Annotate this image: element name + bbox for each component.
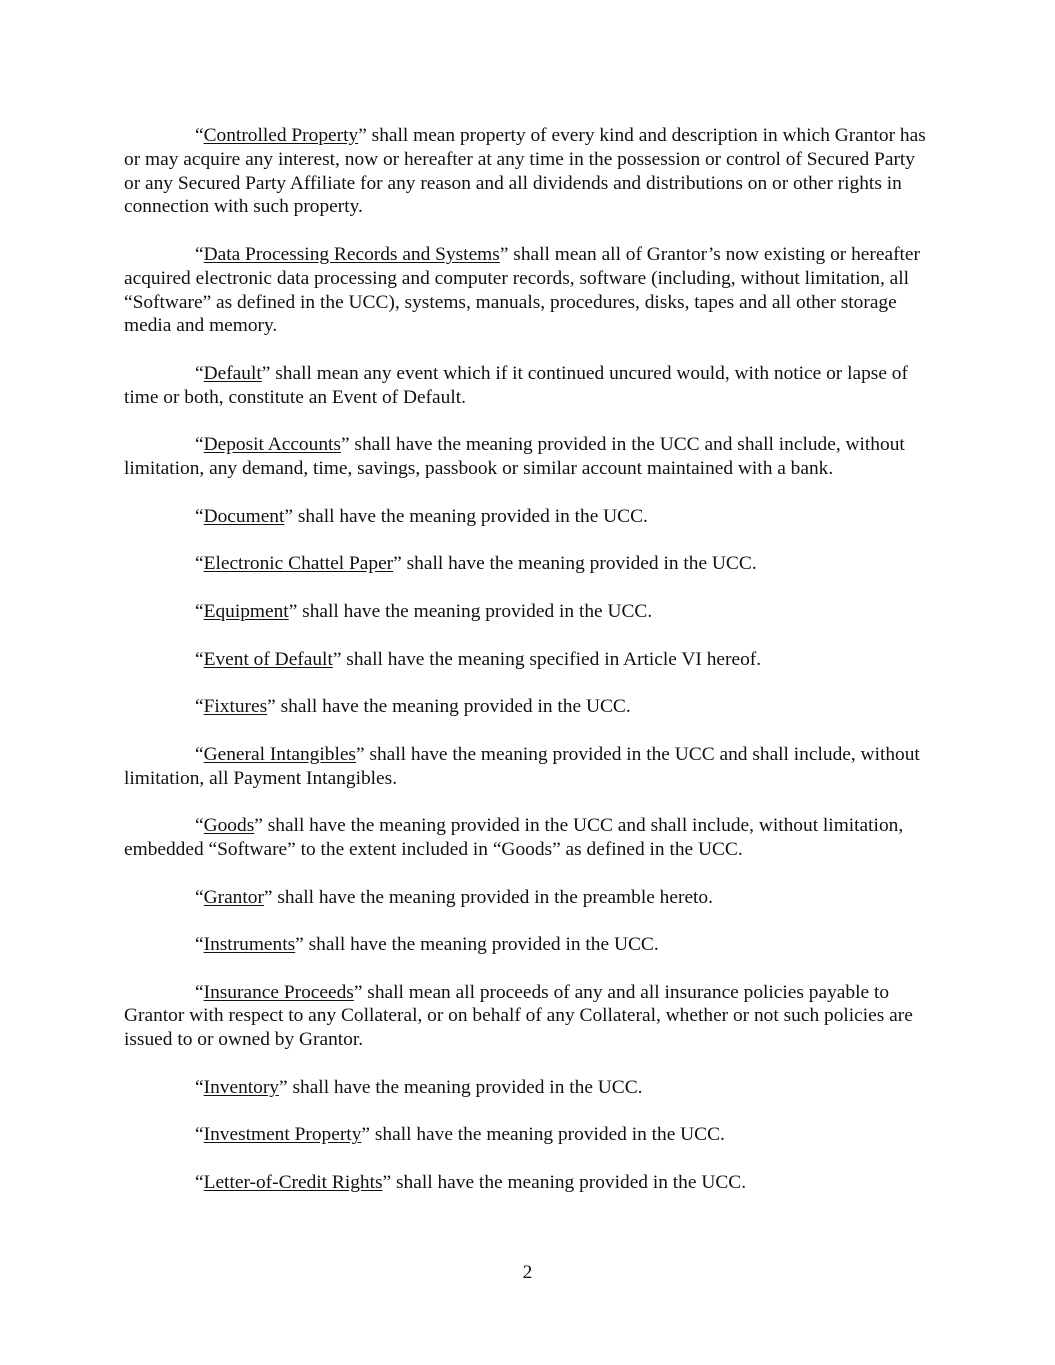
definition-paragraph: “Letter-of-Credit Rights” shall have the meaning provided in the UCC.	[195, 1172, 747, 1194]
defined-term: Instruments	[203, 934, 296, 956]
defined-term: Inventory	[203, 1076, 279, 1098]
definition-text: shall mean all proceeds of any and all insurance policies payable to Grantor with respect to any Collateral, or on behalf of any Collateral, whether or not such policies are issued to or owned by Grantor.	[124, 981, 913, 1051]
defined-term: Document	[203, 505, 285, 527]
defined-term: Insurance Proceeds	[203, 981, 354, 1003]
definition-paragraph: “Goods” shall have the meaning provided in the UCC and shall include, without limitation, embedded “Software” to the extent included in “Goods” as defined in the UCC.	[124, 815, 904, 860]
definition-text: shall have the meaning provided in the UCC.	[275, 696, 631, 718]
definition-paragraph: “Instruments” shall have the meaning provided in the UCC.	[195, 934, 659, 956]
definition-text: shall mean any event which if it continued uncured would, with notice or lapse of time or both, constitute an Event of Default.	[124, 362, 908, 408]
definition-paragraph: “Grantor” shall have the meaning provided in the preamble hereto.	[195, 886, 713, 908]
definition-text: shall have the meaning specified in Article VI hereof.	[341, 648, 762, 670]
definition-text: shall have the meaning provided in the UCC.	[293, 505, 648, 527]
definition-paragraph: “Fixtures” shall have the meaning provided in the UCC.	[195, 696, 631, 718]
defined-term: Default	[203, 362, 262, 384]
defined-term: General Intangibles	[203, 743, 356, 765]
defined-term: Event of Default	[203, 648, 333, 670]
defined-term: Electronic Chattel Paper	[203, 553, 394, 575]
defined-term: Goods	[203, 815, 255, 837]
definition-paragraph: “Document” shall have the meaning provided in the UCC.	[195, 505, 648, 527]
defined-term: Data Processing Records and Systems	[203, 243, 500, 265]
definition-paragraph: “Equipment” shall have the meaning provided in the UCC.	[195, 600, 653, 622]
definition-paragraph: “Deposit Accounts” shall have the meaning provided in the UCC and shall include, without limitation, any demand, time, savings, passbook or similar account maintained with a bank.	[124, 434, 905, 480]
definition-paragraph: “General Intangibles” shall have the meaning provided in the UCC and shall include, without limitation, all Payment Intangibles.	[124, 743, 920, 789]
definition-paragraph: “Inventory” shall have the meaning provided in the UCC.	[195, 1076, 643, 1098]
definition-text: shall have the meaning provided in the UCC.	[391, 1172, 747, 1194]
definition-text: shall have the meaning provided in the UCC.	[401, 553, 757, 575]
definition-text: shall have the meaning provided in the UCC.	[287, 1076, 643, 1098]
definition-text: shall have the meaning provided in the UCC and shall include, without limitation, any demand, time, savings, passbook or similar account maintained with a bank.	[124, 434, 905, 480]
defined-term: Letter-of-Credit Rights	[203, 1172, 383, 1194]
definition-text: shall have the meaning provided in the UCC and shall include, without limitation, embedded “Software” to the extent included in “Goods” as defined in the UCC.	[124, 815, 904, 860]
definition-paragraph: “Controlled Property” shall mean property of every kind and description in which Grantor has or may acquire any interest, now or hereafter at any time in the possession or control of Secured Party or any Secured Party Affiliate for any reason and all dividends and distributions on or other rights in connection with such property.	[124, 125, 926, 218]
definition-paragraph: “Event of Default” shall have the meaning specified in Article VI hereof.	[195, 648, 762, 670]
defined-term: Controlled Property	[203, 125, 359, 146]
definition-text: shall have the meaning provided in the UCC.	[297, 600, 653, 622]
definition-text: shall have the meaning provided in the UCC and shall include, without limitation, all Payment Intangibles.	[124, 743, 920, 789]
definition-paragraph: “Investment Property” shall have the meaning provided in the UCC.	[195, 1124, 725, 1146]
definition-text: shall mean property of every kind and description in which Grantor has or may acquire any interest, now or hereafter at any time in the possession or control of Secured Party or any Secured Party Affiliate for any reason and all dividends and distributions on or other rights in connection with such property.	[124, 125, 926, 218]
definition-paragraph: “Data Processing Records and Systems” shall mean all of Grantor’s now existing or hereafter acquired electronic data processing and computer records, software (including, without limitation, all “Software” as defined in the UCC), systems, manuals, procedures, disks, tapes and all other storage media and memory.	[124, 243, 920, 337]
definition-text: shall have the meaning provided in the preamble hereto.	[272, 886, 713, 908]
defined-term: Investment Property	[203, 1124, 362, 1146]
defined-term: Fixtures	[203, 696, 268, 718]
definition-paragraph: “Insurance Proceeds” shall mean all proceeds of any and all insurance policies payable to Grantor with respect to any Collateral, or on behalf of any Collateral, whether or not such policies are issued to or owned by Grantor.	[124, 981, 913, 1051]
defined-term: Grantor	[203, 886, 264, 908]
definition-text: shall have the meaning provided in the UCC.	[370, 1124, 725, 1146]
defined-term: Equipment	[203, 600, 289, 622]
document-body	[124, 124, 934, 1219]
definition-paragraph: “Electronic Chattel Paper” shall have the meaning provided in the UCC.	[195, 553, 757, 575]
definition-text: shall have the meaning provided in the UCC.	[303, 934, 659, 956]
page-number: 2	[522, 1262, 533, 1283]
definition-paragraph: “Default” shall mean any event which if it continued uncured would, with notice or lapse of time or both, constitute an Event of Default.	[124, 362, 908, 408]
definition-text: shall mean all of Grantor’s now existing or hereafter acquired electronic data processing and computer records, software (including, without limitation, all “Software” as defined in the UCC), systems, manuals, procedures, disks, tapes and all other storage media and memory.	[124, 243, 920, 337]
defined-term: Deposit Accounts	[203, 434, 341, 456]
